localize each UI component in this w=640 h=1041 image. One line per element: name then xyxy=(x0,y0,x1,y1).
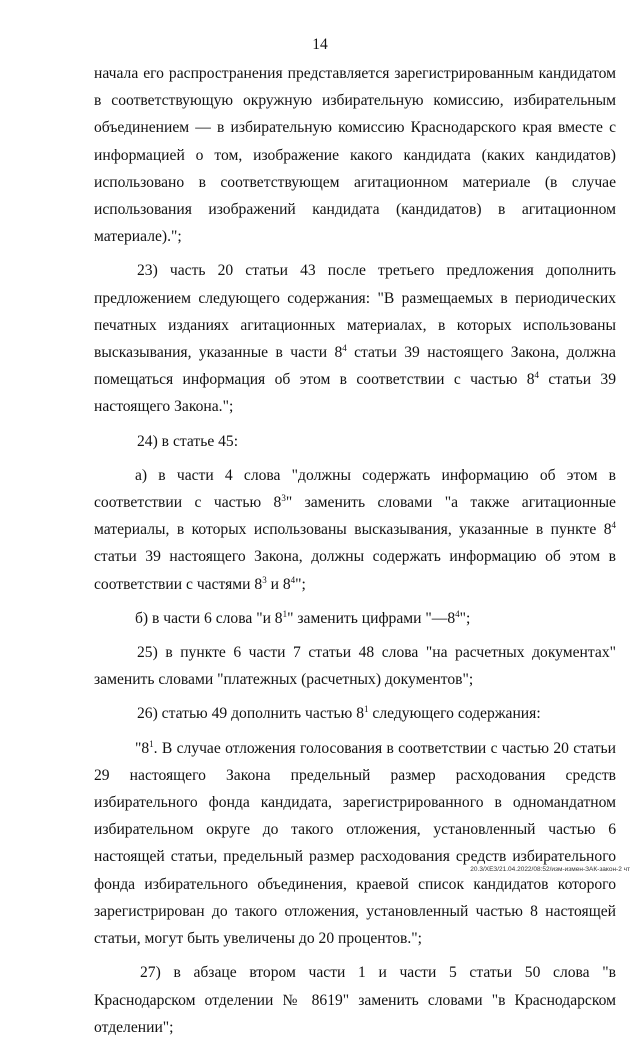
p24a-text-3: статьи 39 настоящего Закона, должны содержать информацию об этом в соответствии с частями 8 xyxy=(94,548,616,593)
page-number: 14 xyxy=(312,36,328,53)
p26q-text-1: "8 xyxy=(135,739,150,757)
p24a-superscript-3: 3 xyxy=(262,574,267,585)
paragraph-item-24a xyxy=(94,462,616,598)
p23-text-3: статьи 39 настоящего Закона."; xyxy=(94,371,616,416)
p24a-superscript-4: 4 xyxy=(290,574,296,585)
paragraph-continuation: начала его распространения представляется зарегистрированным кандидатом в соответствующую окружную избирательную комиссию, избирательным объединением — в избирательную комиссию Краснодарского края вместе с информацией о том, изображение какого кандидата (каких кандидатов) использовано в соответствующем агитационном материале (в случае использования изображений кандидата (кандидатов) в агитационном материале)."; xyxy=(94,65,616,246)
paragraph-item-27: 27) в абзаце втором части 1 и части 5 статьи 50 слова "в Краснодарском отделении № 8619" заменить словами "в Краснодарском отделении"; xyxy=(94,964,616,1036)
paragraph-item-25: 25) в пункте 6 части 7 статьи 48 слова "на расчетных документах" заменить словами "платежных (расчетных) документов"; xyxy=(94,644,616,689)
p24a-superscript-1: 3 xyxy=(281,493,286,504)
p24b-superscript-1: 1 xyxy=(282,608,288,619)
paragraph-quoted-part-8-1 xyxy=(94,735,616,953)
paragraph-item-26 xyxy=(94,700,616,727)
p23-superscript-1: 4 xyxy=(342,343,347,354)
p24b-text-3: "; xyxy=(459,609,471,627)
paragraph-item-23 xyxy=(94,257,616,420)
footer-file-info: 20.3/ХЕЗ/21.04.2022/08:52/изм-измен-ЗАК-закон-2 чт xyxy=(470,866,630,873)
p23-superscript-2: 4 xyxy=(534,370,539,381)
paragraph-item-24b xyxy=(94,605,616,632)
p24b-superscript-2: 4 xyxy=(455,608,460,619)
p24a-text-5: "; xyxy=(295,575,306,593)
p24a-text-2: " заменить словами "а также агитационные материалы, в которых использованы высказывания, указанные в пункте 8 xyxy=(94,494,616,539)
p24b-text-1: б) в части 6 слова "и 8 xyxy=(135,609,283,627)
p26q-text-2: . В случае отложения голосования в соответствии с частью 20 статьи 29 настоящего Закона предельный размер расходования средств избирательного фонда кандидата, зарегистрированного в одномандатном избирательном округе до такого отложения, установленный частью 6 настоящей статьи, предельный размер расходования средств избирательного фонда избирательного объединения, краевой список кандидатов которого зарегистрирован до такого отложения, установленный частью 8 настоящей статьи, могут быть увеличены до 20 процентов."; xyxy=(94,739,616,948)
p23-text-2: статьи 39 настоящего Закона, должна помещаться информация об этом в соответствии с частью 8 xyxy=(94,344,616,389)
p24a-text-1: а) в части 4 слова "должны содержать информацию об этом в соответствии с частью 8 xyxy=(94,466,616,512)
paragraph-item-24: 24) в статье 45: xyxy=(137,432,239,450)
p26-superscript-1: 1 xyxy=(364,704,369,715)
p23-text-1: 23) часть 20 статьи 43 после третьего предложения дополнить предложением следующего содержания: "В размещаемых в периодических печатных изданиях агитационных материалах, в которых использованы высказывания, указанные в части 8 xyxy=(94,262,616,362)
p24a-text-4: и 8 xyxy=(266,575,291,593)
document-body xyxy=(94,60,616,1041)
p24a-superscript-2: 4 xyxy=(611,520,616,531)
p24b-text-2: " заменить цифрами "—8 xyxy=(287,609,456,627)
p26q-superscript-1: 1 xyxy=(149,738,154,749)
p26-text-2: следующего содержания: xyxy=(368,705,541,723)
p26-text-1: 26) статью 49 дополнить частью 8 xyxy=(137,705,365,723)
